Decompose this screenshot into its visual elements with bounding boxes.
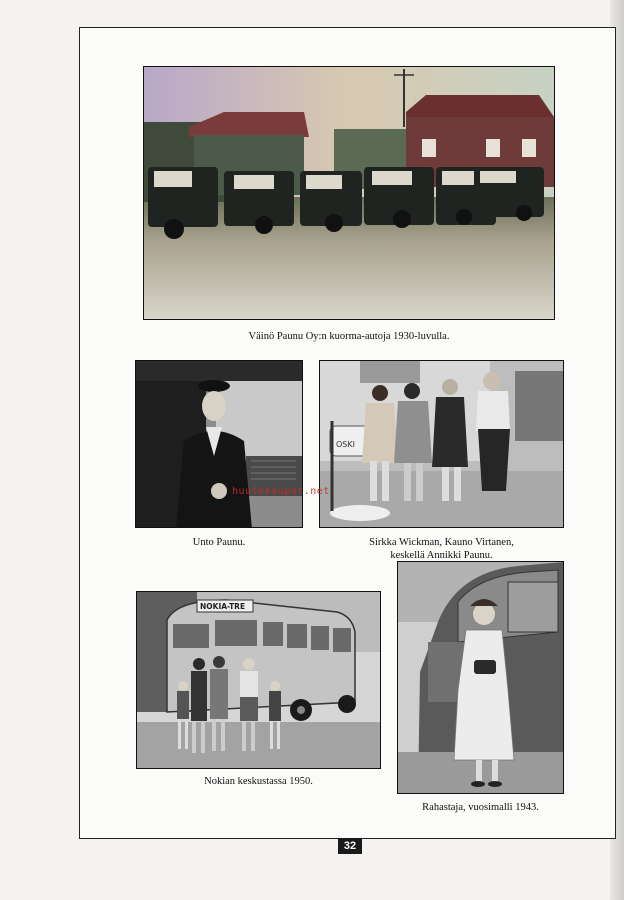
caption-photo-3-line1: Sirkka Wickman, Kauno Virtanen, <box>369 537 514 548</box>
photo-conductor <box>397 561 564 794</box>
kiosk-sign: OSKI <box>336 440 355 449</box>
caption-photo-4: Nokian keskustassa 1950. <box>204 776 313 787</box>
page-number: 32 <box>338 838 362 854</box>
caption-photo-1: Väinö Paunu Oy:n kuorma-autoja 1930-luvulla. <box>248 331 450 342</box>
photo-unto-paunu <box>135 360 303 528</box>
caption-photo-2: Unto Paunu. <box>192 537 246 548</box>
watermark: huutokaupat.net <box>232 486 330 497</box>
photo-bus-nokia <box>136 591 381 769</box>
bus-destination-sign: NOKIA-TRE <box>200 602 246 611</box>
caption-photo-5: Rahastaja, vuosimalli 1943. <box>422 802 539 813</box>
photo-trucks-1930s <box>143 66 555 320</box>
photo-group-kiosk <box>319 360 564 528</box>
caption-photo-3-line2: keskellä Annikki Paunu. <box>390 550 493 561</box>
